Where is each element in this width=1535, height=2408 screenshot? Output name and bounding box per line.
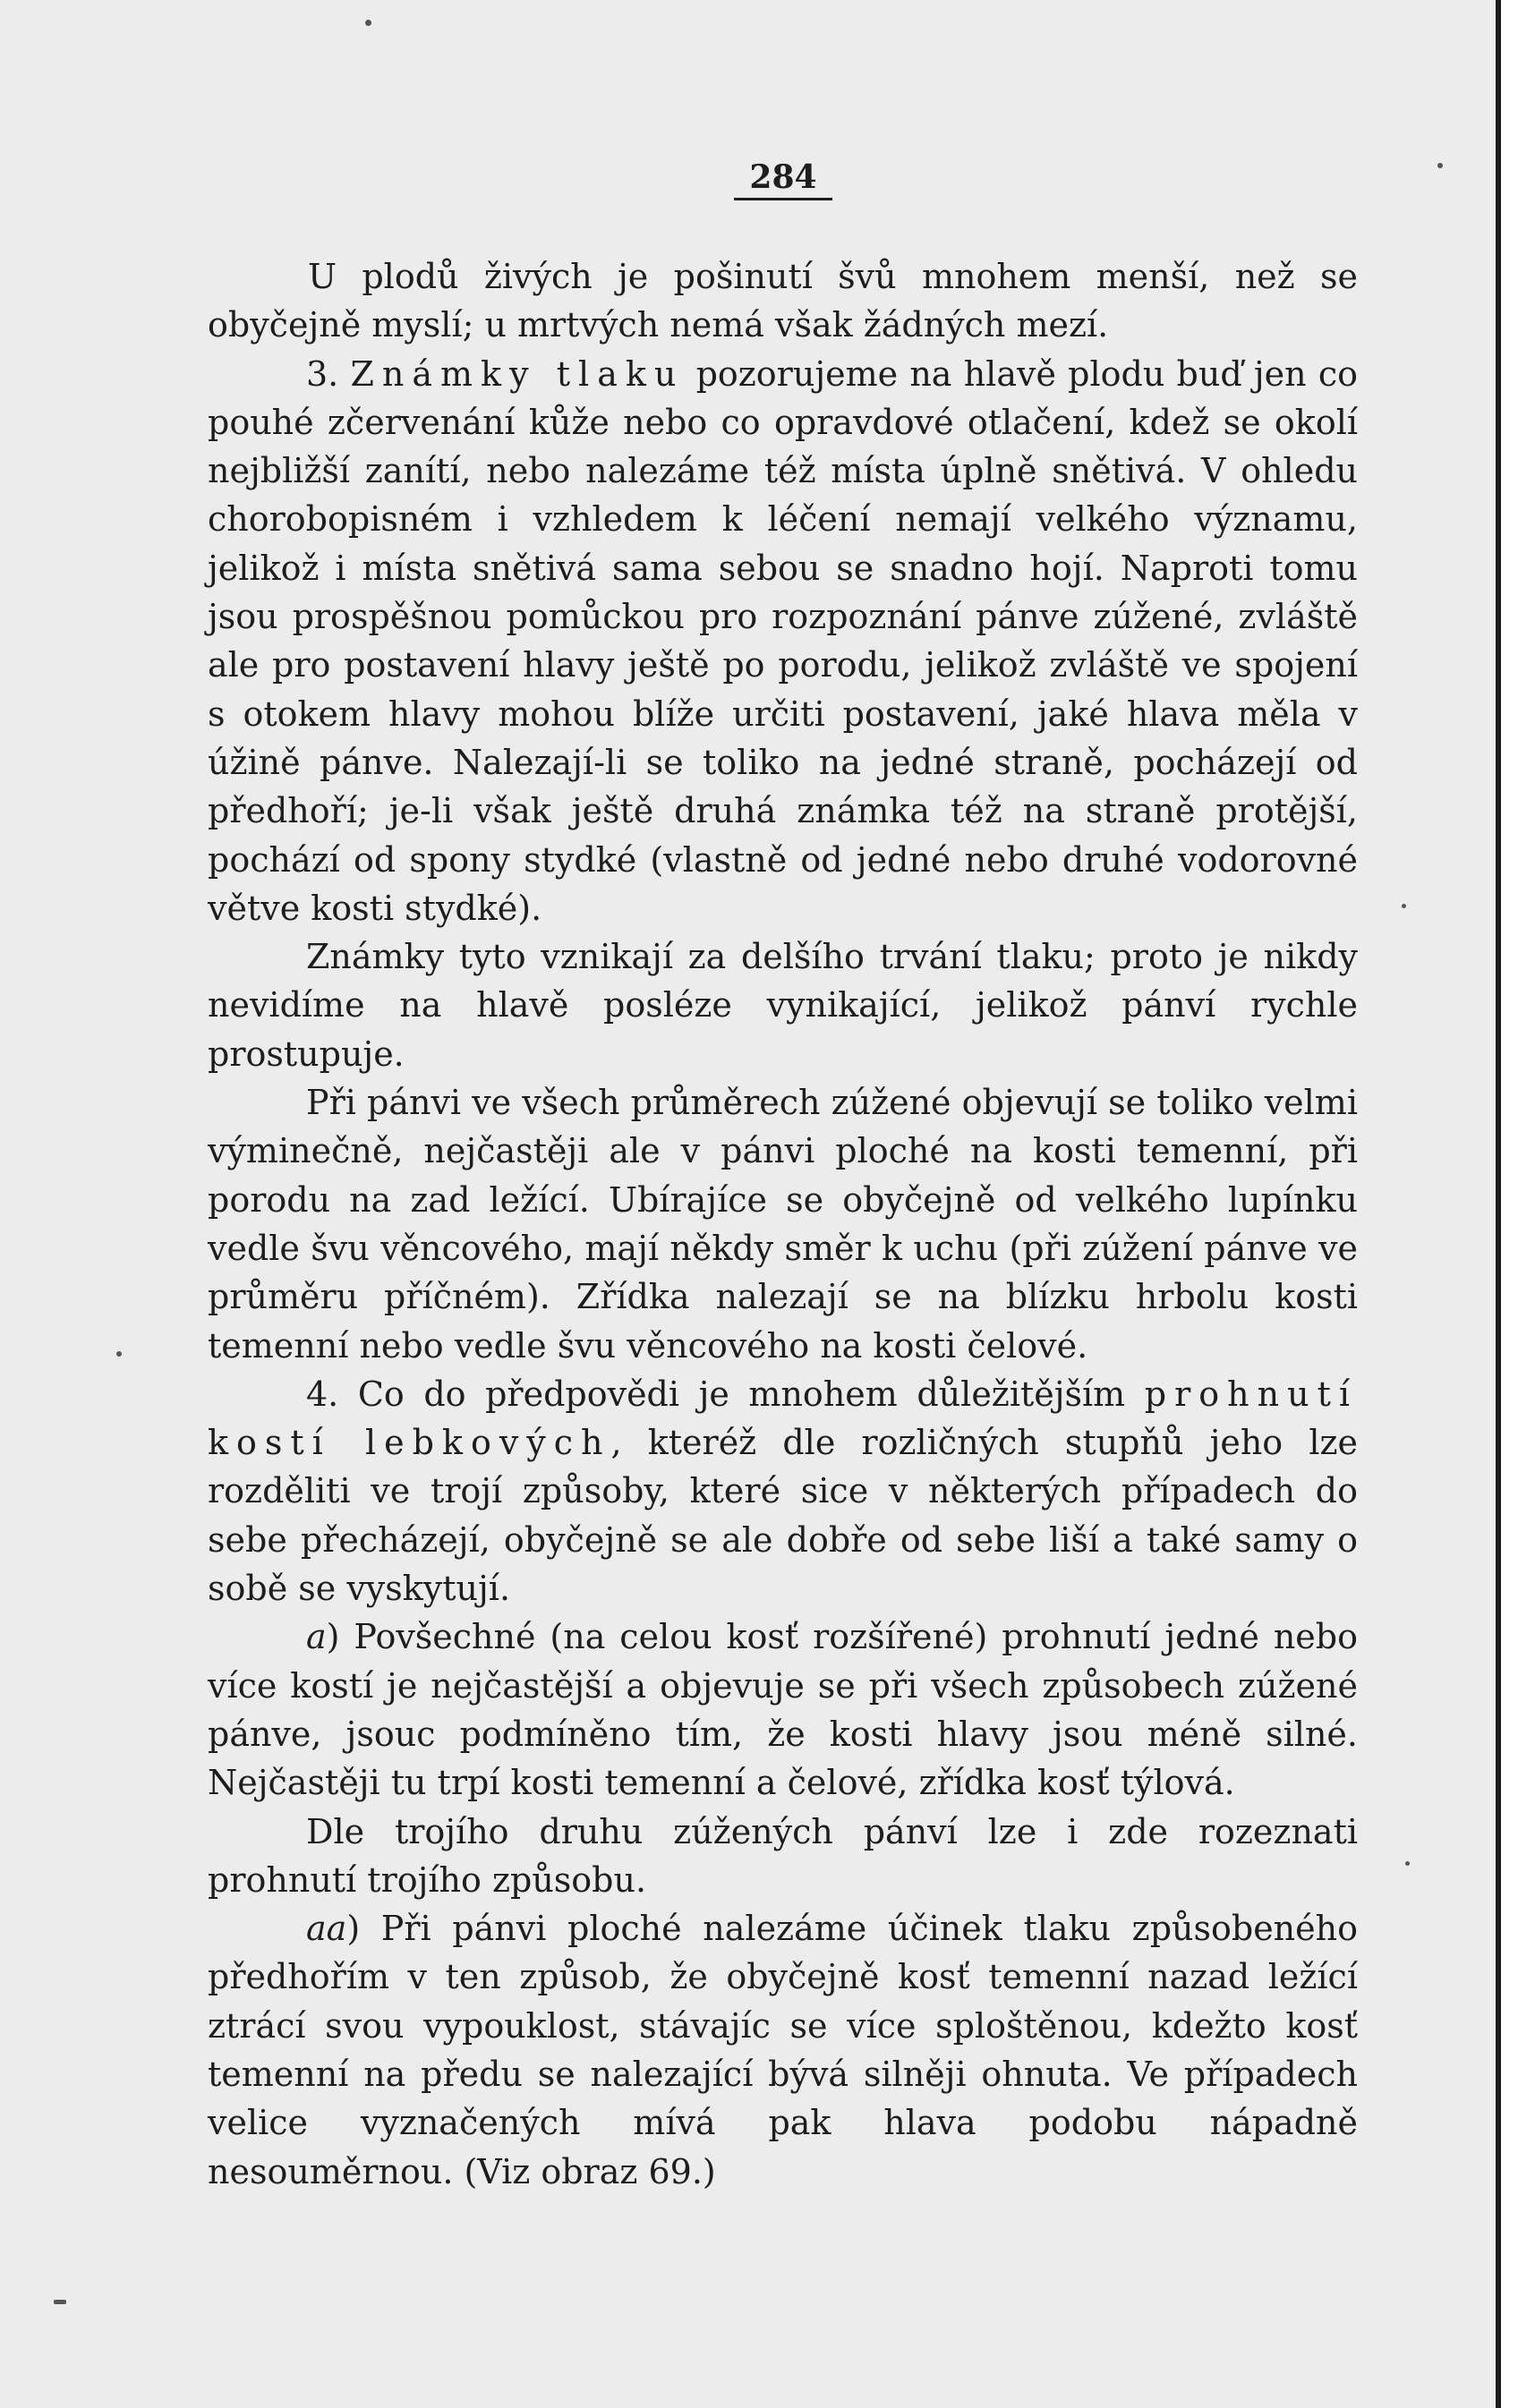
paragraph — [208, 1078, 1358, 1370]
paragraph — [208, 252, 1358, 350]
text-run: Známky tyto vznikají za delšího trvání tlaku; proto je nikdy nevidíme na hlavě posléze vynikající, jelikož pánví rychle prostupuje. — [208, 937, 1358, 1074]
text-run: 4. Co do předpovědi je mnohem důležitějším — [306, 1374, 1145, 1414]
page-edge-shadow — [1496, 0, 1535, 2408]
dust-speck — [116, 1351, 122, 1357]
paragraph — [208, 932, 1358, 1078]
dust-speck — [54, 2300, 66, 2304]
text-run: ) Při pánvi ploché nalezáme účinek tlaku způsobeného předhořím v ten způsob, že obyčejně kosť temenní nazad ležící ztrácí svou vypouklost, stávajíc se více sploštěnou, kdežto kosť temenní na předu se nalezající bývá silněji ohnuta. Ve případech velice vyznačených mívá pak hlava podobu nápadně nesouměrnou. (Viz obraz 69.) — [208, 1909, 1358, 2191]
spaced-heading: Známky tlaku — [350, 353, 685, 394]
text-run: Při pánvi ve všech průměrech zúžené objevují se toliko velmi výminečně, nejčastěji ale v pánvi ploché na kosti temenní, při porodu na zad ležící. Ubírajíce se obyčejně od velkého lupínku vedle švu věncového, mají někdy směr k uchu (při zúžení pánve ve průměru příčném). Zřídka nalezají se na blízku hrbolu kosti temenní nebo vedle švu věncového na kosti čelové. — [208, 1083, 1358, 1366]
page-number: 284 — [734, 157, 832, 200]
dust-speck — [365, 20, 371, 26]
text-run: U plodů živých je pošinutí švů mnohem menší, než se obyčejně myslí; u mrtvých nemá však žádných mezí. — [208, 257, 1358, 345]
paragraph — [208, 1904, 1358, 2196]
text-run: pozorujeme na hlavě plodu buď jen co pouhé zčervenání kůže nebo co opravdové otlačení, kdež se okolí nejbližší zanítí, nebo nalezáme též místa úplně snětivá. V ohledu chorobopisném i vzhledem k léčení nemají velkého významu, jelikož i místa snětivá sama sebou se snadno hojí. Naproti tomu jsou prospěšnou pomůckou pro rozpoznání pánve zúžené, zvláště ale pro postavení hlavy ještě po porodu, jelikož zvláště ve spojení s otokem hlavy mohou blíže určiti postavení, jaké hlava měla v úžině pánve. Nalezají-li se toliko na jedné straně, pocházejí od předhoří; je-li však ještě druhá známka též na straně protější, pochází od spony stydké (vlastně od jedné nebo druhé vodorovné větve kosti stydké). — [208, 353, 1359, 928]
paragraph — [208, 1612, 1358, 1807]
dust-speck — [1437, 163, 1443, 168]
paragraph — [208, 350, 1358, 933]
spaced-heading: prohnutí kostí lebkových — [208, 1374, 1358, 1463]
dust-speck — [1402, 904, 1406, 908]
text-run: , kteréž dle rozličných stupňů jeho lze rozděliti ve trojí způsoby, které sice v některých případech do sebe přecházejí, obyčejně se ale dobře od sebe liší a také samy o sobě se vyskytují. — [208, 1423, 1358, 1609]
text-run: 3. — [306, 353, 351, 394]
text-run: Dle trojího druhu zúžených pánví lze i zde rozeznati prohnutí trojího způsobu. — [208, 1811, 1358, 1900]
text-run: ) Povšechné (na celou kosť rozšířené) prohnutí jedné nebo více kostí je nejčastější a objevuje se při všech způsobech zúžené pánve, jsouc podmíněno tím, že kosti hlavy jsou méně silné. Nejčastěji tu trpí kosti temenní a čelové, zřídka kosť týlová. — [208, 1617, 1358, 1803]
body-text — [208, 252, 1358, 2196]
dust-speck — [1405, 1861, 1410, 1866]
paragraph — [208, 1808, 1358, 1905]
list-marker: a — [306, 1617, 327, 1657]
list-marker: aa — [306, 1909, 347, 1949]
paragraph — [208, 1370, 1358, 1612]
